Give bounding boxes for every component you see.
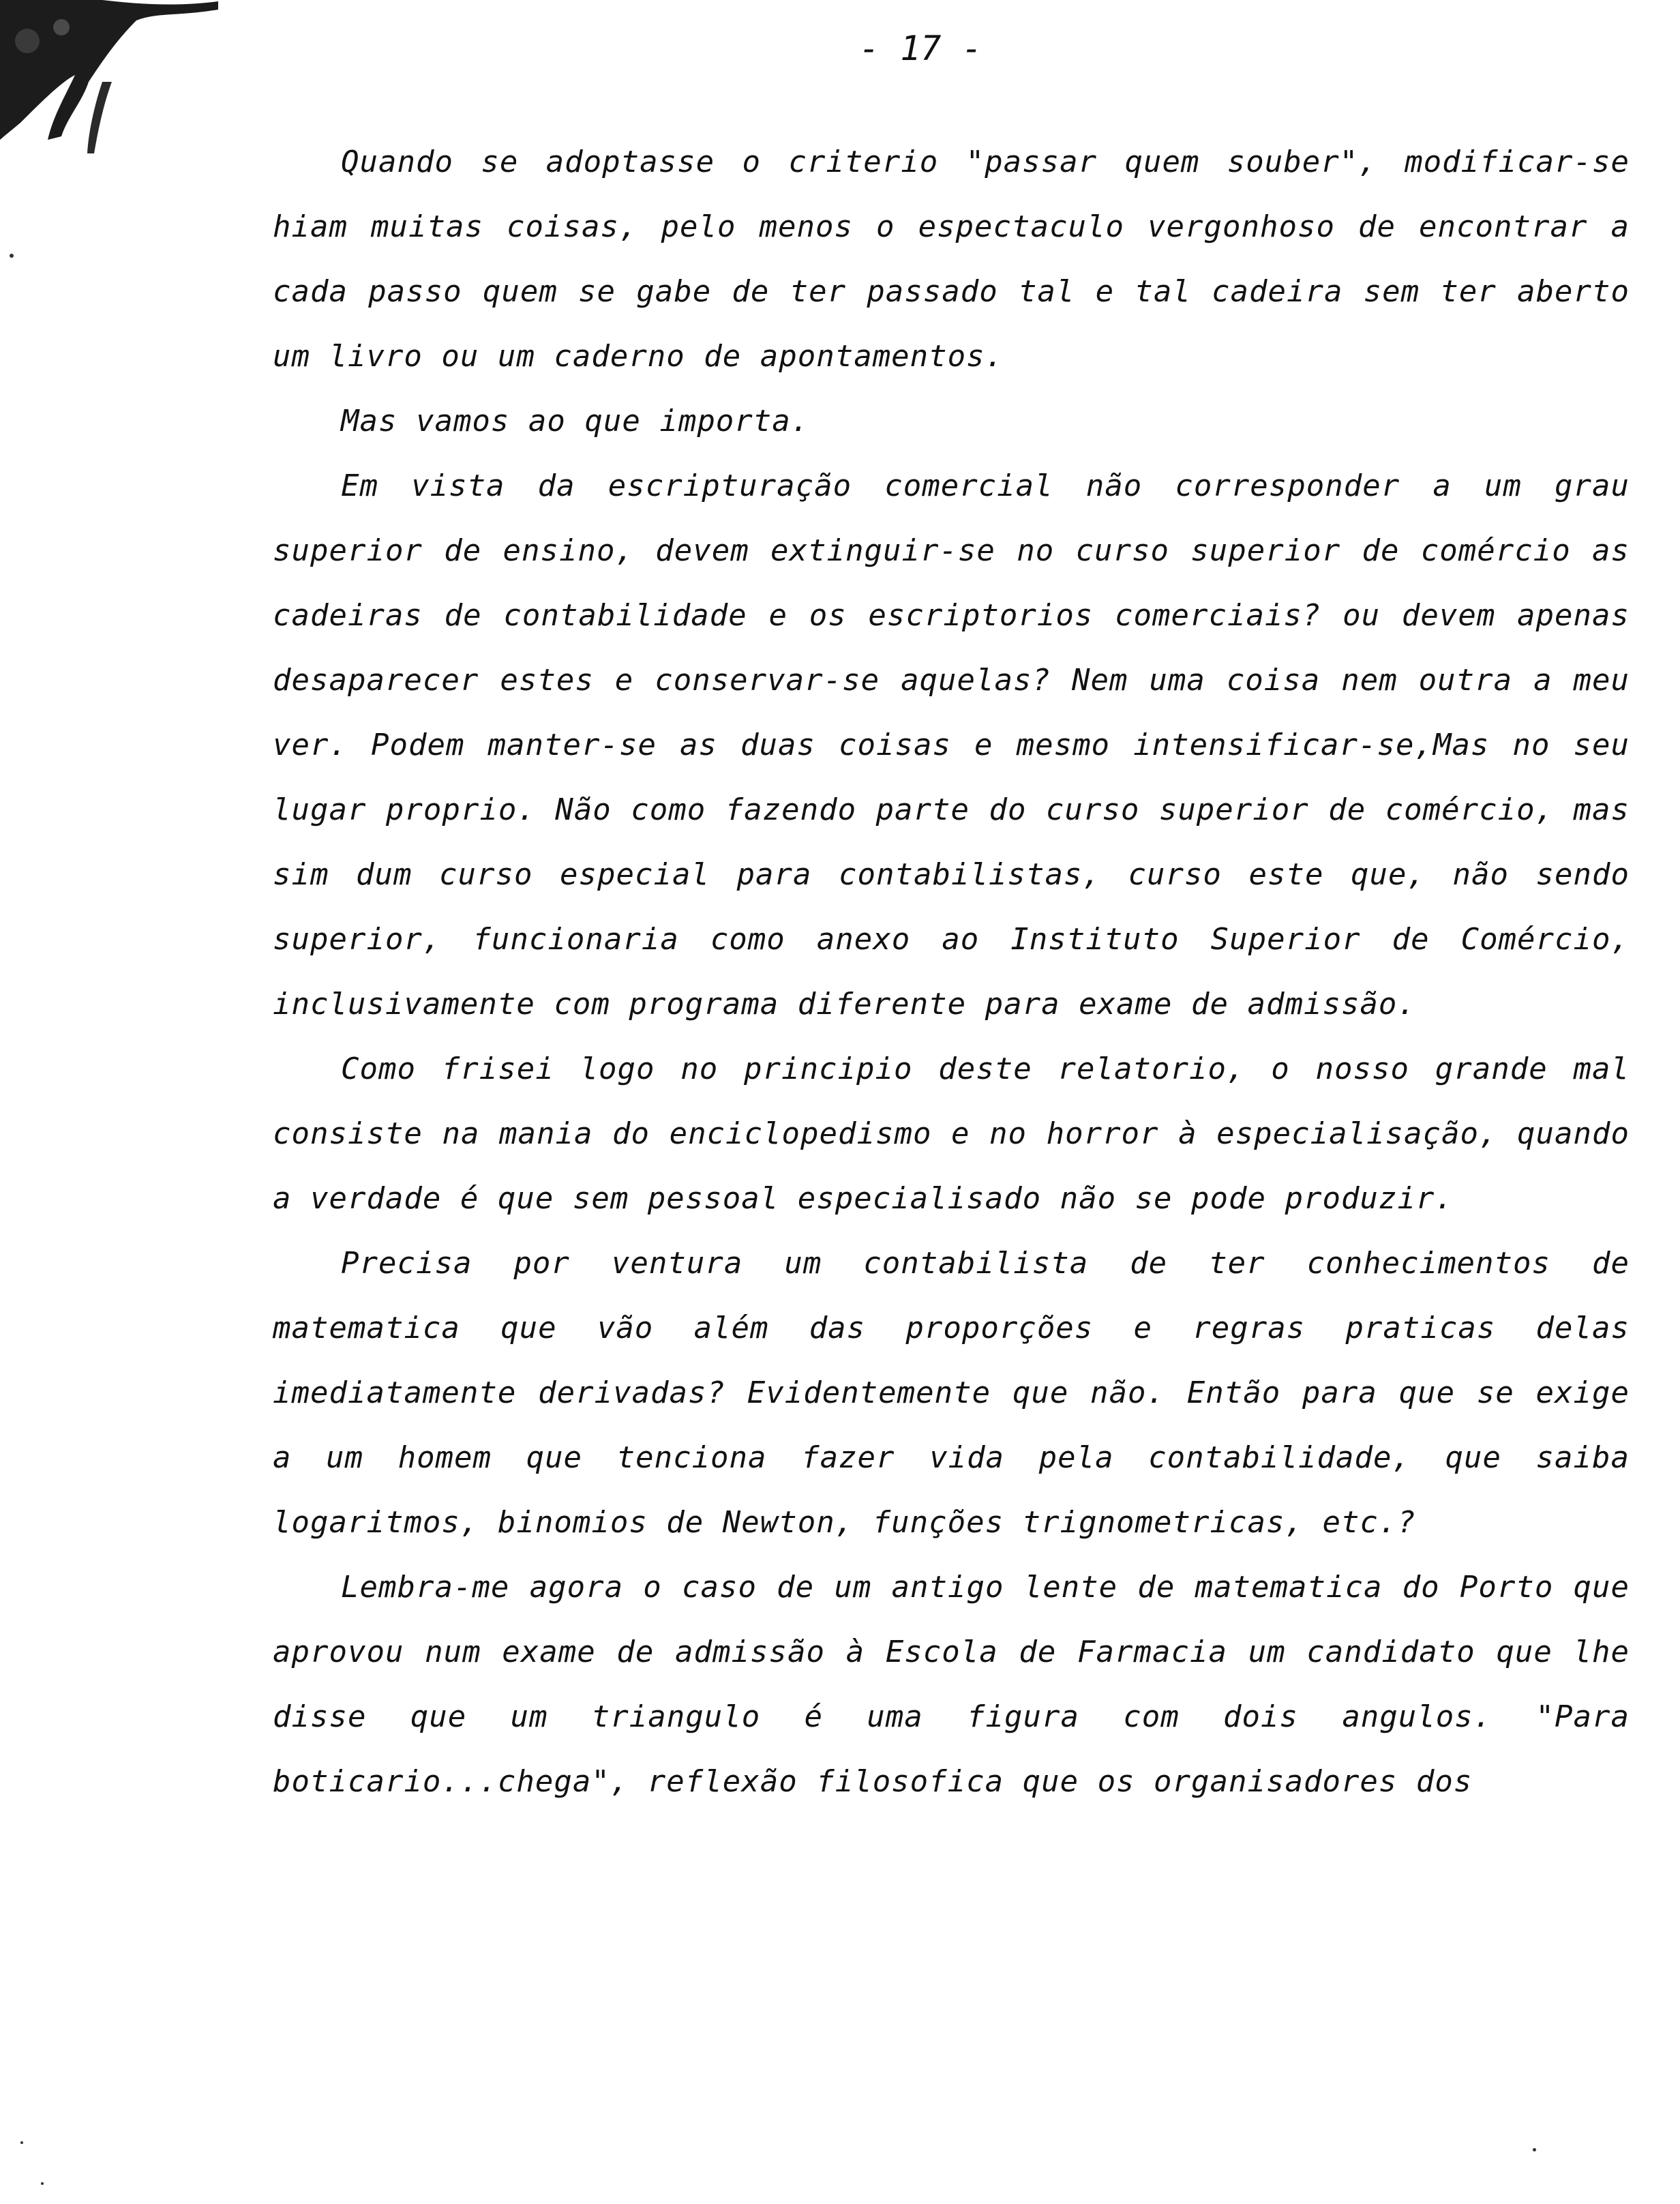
body-text <box>273 130 1630 1814</box>
paragraph: Lembra-me agora o caso de um antigo lente de matematica do Porto que aprovou num exame de admissão à Escola de Farmacia um candidato que lhe disse que um triangulo é uma figura com dois angulos. "Para boticario...chega", reflexão filosofica que os organisadores dos <box>273 1570 1630 1799</box>
ink-speck <box>41 2182 44 2185</box>
paragraph: Como frisei logo no principio deste relatorio, o nosso grande mal consiste na mania do enciclopedismo e no horror à especialisação, quando a verdade é que sem pessoal especialisado não se pode produzir. <box>273 1052 1630 1216</box>
page-number: - 17 - <box>859 29 982 68</box>
ink-speck <box>1533 2148 1536 2151</box>
ink-speck <box>20 2141 23 2144</box>
paragraph: Em vista da escripturação comercial não corresponder a um grau superior de ensino, devem extinguir-se no curso superior de comércio as cadeiras de contabilidade e os escriptorios comerciais? ou devem apenas desaparecer estes e conservar-se aquelas? Nem uma coisa nem outra a meu ver. Podem manter-se as duas coisas e mesmo intensificar-se,Mas no seu lugar proprio. Não como fazendo parte do curso superior de comércio, mas sim dum curso especial para contabilistas, curso este que, não sendo superior, funcionaria como anexo ao Instituto Superior de Comércio, inclusivamente com programa diferente para exame de admissão. <box>273 468 1630 1022</box>
paragraph: Mas vamos ao que importa. <box>341 404 810 438</box>
paragraph: Quando se adoptasse o criterio "passar quem souber", modificar-se hiam muitas coisas, pelo menos o espectaculo vergonhoso de encontrar a cada passo quem se gabe de ter passado tal e tal cadeira sem ter aberto um livro ou um caderno de apontamentos. <box>273 145 1630 374</box>
paragraph: Precisa por ventura um contabilista de ter conhecimentos de matematica que vão além das proporções e regras praticas delas imediatamente derivadas? Evidentemente que não. Então para que se exige a um homem que tenciona fazer vida pela contabilidade, que saiba logaritmos, binomios de Newton, funções trignometricas, etc.? <box>273 1246 1630 1540</box>
ink-speck <box>10 254 14 258</box>
corner-ink-stain <box>0 0 225 157</box>
